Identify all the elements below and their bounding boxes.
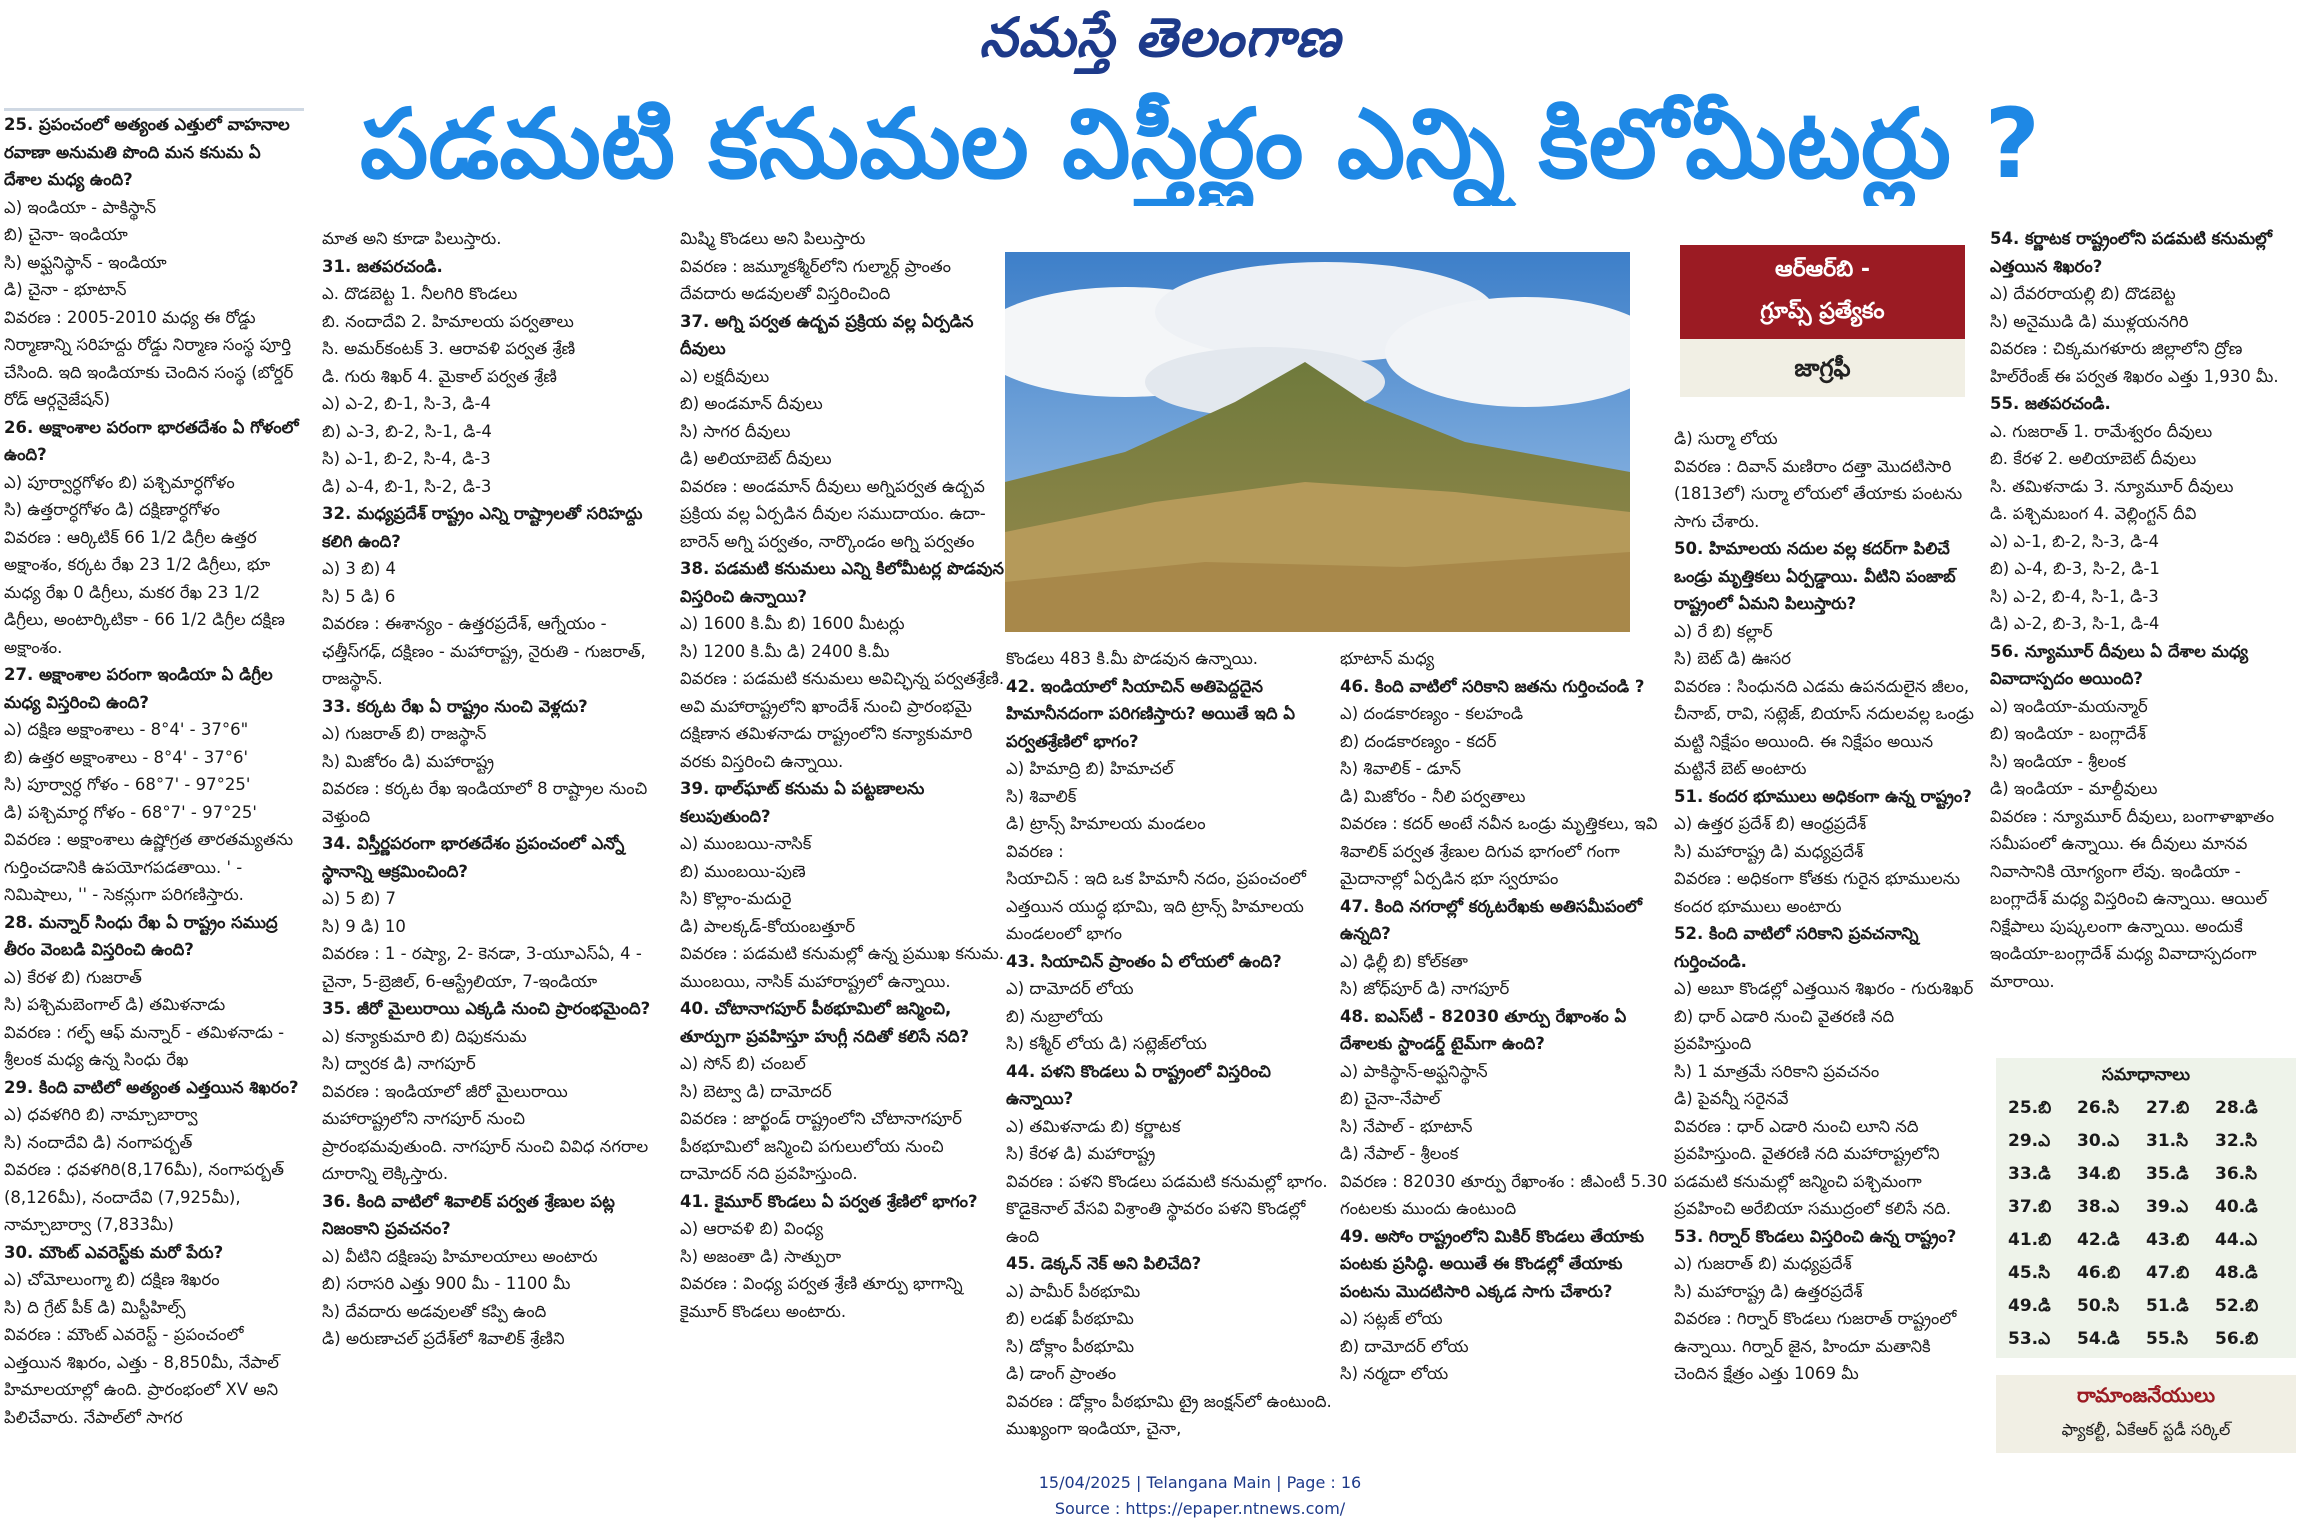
option-text: ఎ) 5 బి) 7 <box>322 889 397 908</box>
option-text: సి) నందాదేవి డి) నంగాపర్బత్ <box>4 1132 193 1152</box>
answer-item: 27.బి <box>2146 1098 2190 1118</box>
answer-item: 36.సి <box>2215 1164 2258 1184</box>
answer-item: 47.బి <box>2146 1263 2190 1283</box>
option-text: బి) ఎ-3, బి-2, సి-1, డి-4 <box>322 421 492 441</box>
option-text: ఎ) ధవళగిరి బి) నామ్చాబార్వా <box>4 1105 198 1124</box>
question-text: 39. థాల్‌ఘాట్ కనుమ ఏ పట్టణాలను కలుపుతుంది? <box>680 779 925 826</box>
option-text: కొండలు 483 కి.మీ పొడవున ఉన్నాయి. <box>1006 649 1259 668</box>
answer-item: 43.బి <box>2146 1230 2190 1250</box>
question-text: 30. మౌంట్ ఎవరెస్ట్‌కు మరో పేరు? <box>4 1242 224 1262</box>
option-text: డి. పశ్చిమబంగ 4. వెల్లింగ్టన్ దీవి <box>1990 504 2197 523</box>
question-text: 56. న్యూమూర్ దీవులు ఏ దేశాల మధ్య వివాదాస్పదం అయింది? <box>1990 641 2249 688</box>
option-text: వివరణ : ఈశాన్యం - ఉత్తరప్రదేశ్, ఆగ్నేయం - ఛత్తీస్‌గఢ్, దక్షిణం - మహారాష్ట్ర, నైరుతి - గుజరాత్, రాజస్థాన్. <box>322 614 646 688</box>
answer-item: 51.డి <box>2146 1296 2189 1316</box>
option-text: మిష్మి కొండలు అని పిలుస్తారు <box>680 229 866 248</box>
option-text: డి) ట్రాన్స్ హిమాలయ మండలం <box>1006 814 1206 833</box>
option-text: సి) సాగర దీవులు <box>680 421 791 441</box>
question-text: 37. అగ్ని పర్వత ఉద్బవ ప్రక్రియ వల్ల ఏర్పడిన దీవులు <box>680 311 974 358</box>
option-text: సియాచిన్ : ఇది ఒక హిమానీ నదం, ప్రపంచంలో ఎత్తయిన యుద్ధ భూమి, ఇది ట్రాన్స్ హిమాలయ మండలంలో భాగం <box>1006 869 1306 943</box>
mountain-photo <box>1005 252 1630 632</box>
question-text: 46. కింది వాటిలో సరికాని జతను గుర్తించండి ? <box>1340 676 1645 696</box>
option-text: సి) నేపాల్ - భూటాన్ <box>1340 1116 1473 1136</box>
option-text: ఎ) రే బి) కల్లార్ <box>1674 621 1773 641</box>
option-text: సి) 1 మాత్రమే సరికాని ప్రవచనం <box>1674 1061 1880 1081</box>
question-text: 34. విస్తీర్ణపరంగా భారతదేశం ప్రపంచంలో ఎన్నో స్థానాన్ని ఆక్రమించింది? <box>322 834 625 881</box>
footer-source-line: Source : https://epaper.ntnews.com/ <box>1054 1499 1346 1518</box>
option-text: సి) డోక్లాం పీఠభూమి <box>1006 1336 1135 1356</box>
option-text: డి) పాలక్కడ్-కోయంబత్తూర్ <box>680 916 856 936</box>
question-text: 26. అక్షాంశాల పరంగా భారతదేశం ఏ గోళంలో ఉంది? <box>4 417 299 464</box>
question-text: 29. కింది వాటిలో అత్యంత ఎత్తయిన శిఖరం? <box>4 1077 299 1097</box>
option-text: సి) ఎ-2, బి-4, సి-1, డి-3 <box>1990 586 2159 606</box>
option-text: సి) 1200 కి.మీ డి) 2400 కి.మీ <box>680 641 890 661</box>
answer-item: 44.ఎ <box>2215 1230 2258 1250</box>
option-text: సి) ఉత్తరార్ధగోళం డి) దక్షిణార్ధగోళం <box>4 500 220 519</box>
option-text: సి) మహారాష్ట్ర డి) మధ్యప్రదేశ్ <box>1674 841 1864 861</box>
option-text: వివరణ : సింధునది ఎడమ ఉపనదులైన జీలం, చీనాబ్, రావి, సట్లెజ్, బియాస్ నదులవల్ల ఒండ్రు మట్టి నిక్షేపం అయింది. ఈ నిక్షేపం అయిన మట్టినే బెట్ అంటారు <box>1674 676 1974 778</box>
option-text: ఎ) గుజరాత్ బి) మధ్యప్రదేశ్ <box>1674 1254 1852 1273</box>
option-text: సి) బెట్ డి) ఊసర <box>1674 649 1791 668</box>
option-text: డి) పైవన్నీ సరైనవే <box>1674 1089 1789 1108</box>
option-text: వివరణ : 2005-2010 మధ్య ఈ రోడ్డు నిర్మాణాన్ని సరిహద్దు రోడ్డు నిర్మాణ సంస్థ పూర్తి చేసింది. ఇది ఇండియాకు చెందిన సంస్థ (బోర్డర్ రోడ్ ఆర్గనైజేషన్) <box>4 307 294 409</box>
article-column-4 <box>1006 645 1336 1453</box>
question-text: 36. కింది వాటిలో శివాలిక్ పర్వత శ్రేణుల పట్ల నిజంకాని ప్రవచనం? <box>322 1191 615 1238</box>
answer-item: 45.సి <box>2008 1263 2051 1283</box>
question-text: 38. పడమటి కనుమలు ఎన్ని కిలోమీటర్ల పొడవున విస్తరించి ఉన్నాయి? <box>680 559 1005 606</box>
option-text: ఎ) ఢిల్లీ బి) కోల్‌కతా <box>1340 951 1468 971</box>
answer-item: 56.బి <box>2215 1329 2259 1349</box>
option-text: బి) ఎ-4, బి-3, సి-2, డి-1 <box>1990 559 2160 578</box>
answer-item: 52.బి <box>2215 1296 2259 1316</box>
option-text: ఎ. దొడబెట్ట 1. నీలగిరి కొండలు <box>322 284 518 303</box>
option-text: డి) సుర్మా లోయ <box>1674 429 1778 448</box>
option-text: ఎ) కన్యాకుమారి బి) దిఫుకనుమ <box>322 1026 527 1046</box>
option-text: బి. కేరళ 2. అలియాబెట్ దీవులు <box>1990 449 2197 468</box>
answer-item: 37.బి <box>2008 1197 2052 1217</box>
answer-item: 54.డి <box>2077 1329 2120 1349</box>
option-text: బి) దామోదర్ లోయ <box>1340 1336 1469 1356</box>
option-text: సి) జోధ్‌పూర్ డి) నాగపూర్ <box>1340 979 1510 998</box>
option-text: సి) బెట్వా డి) దామోదర్ <box>680 1081 832 1101</box>
answer-item: 31.సి <box>2146 1131 2189 1151</box>
option-text: వివరణ : పడమటి కనుమలు అవిచ్ఛిన్న పర్వతశ్రేణి. అవి మహారాష్ట్రలోని ఖాందేశ్ నుంచి ప్రారంభమై దక్షిణాన తమిళనాడు రాష్ట్రంలోని కన్యాకుమారి వరకు విస్తరించి ఉన్నాయి. <box>680 669 1005 771</box>
option-text: ఎ) 3 బి) 4 <box>322 559 397 578</box>
option-text: ఎ) పూర్వార్ధగోళం బి) పశ్చిమార్ధగోళం <box>4 472 235 492</box>
author-role: ఫ్యాకల్టీ, ఏకేఆర్ స్టడీ సర్కిల్ <box>2061 1420 2231 1439</box>
answer-item: 28.డి <box>2215 1098 2258 1118</box>
section-banner <box>1680 245 1965 400</box>
option-text: బి) ఇండియా - బంగ్లాదేశ్ <box>1990 724 2146 743</box>
rrb-banner <box>1680 245 1965 339</box>
option-text: ఎ) దక్షిణ అక్షాంశాలు - 8°4' - 37°6" <box>4 720 249 739</box>
option-text: సి) మహారాష్ట్ర డి) ఉత్తరప్రదేశ్ <box>1674 1281 1863 1301</box>
option-text: మాత అని కూడా పిలుస్తారు. <box>322 229 502 248</box>
option-text: బి) లడఖ్ పీఠభూమి <box>1006 1309 1134 1328</box>
option-text: వివరణ : గిర్నార్ కొండలు గుజరాత్ రాష్ట్రంలో ఉన్నాయి. గిర్నార్ జైన, హిందూ మతానికి చెందిన క్షేత్రం ఎత్తు 1069 మీ <box>1674 1309 1957 1383</box>
option-text: వివరణ : వింధ్య పర్వత శ్రేణి తూర్పు భాగాన్ని కైమూర్ కొండలు అంటారు. <box>680 1274 963 1321</box>
option-text: సి) ఎ-1, బి-2, సి-4, డి-3 <box>322 449 491 468</box>
option-text: వివరణ : ధార్ ఎడారి నుంచి లూని నది ప్రవహిస్తుంది. వైతరణి నది మహారాష్ట్రలోని పడమటి కనుమల్లో జన్మించి పశ్చిమంగా ప్రవహించి అరేబియా సముద్రంలో కలిసే నది. <box>1674 1116 1952 1218</box>
option-text: ఎ) ముంబయి-నాసిక్ <box>680 834 812 853</box>
option-text: వివరణ : ఆర్కిటిక్ 66 1/2 డిగ్రీల ఉత్తర అక్షాంశం, కర్కట రేఖ 23 1/2 డిగ్రీలు, భూ మధ్య రేఖ 0 డిగ్రీలు, మకర రేఖ 23 1/2 డిగ్రీలు, అంటార్కిటికా - 66 1/2 డిగ్రీల దక్షిణ అక్షాంశం. <box>4 527 285 657</box>
answer-item: 40.డి <box>2215 1197 2258 1217</box>
answer-item: 35.డి <box>2146 1164 2189 1184</box>
option-text: ఎ) కేరళ బి) గుజరాత్ <box>4 967 142 987</box>
article-column-1 <box>4 108 304 1456</box>
question-text: 40. చోటానాగపూర్ పీఠభూమిలో జన్మించి, తూర్పుగా ప్రవహిస్తూ హుగ్లీ నదితో కలిసే నది? <box>680 999 970 1046</box>
masthead-logo: నమస్తే తెలంగాణ <box>979 5 1341 69</box>
question-text: 31. జతపరచండి. <box>322 256 443 276</box>
option-text: ఎ) హిమాద్రి బి) హిమాచల్ <box>1006 759 1174 778</box>
option-text: డి) చైనా - భూటాన్ <box>4 280 127 299</box>
option-text: ఎ) సోన్ బి) చంబల్ <box>680 1054 806 1073</box>
question-text: 55. జతపరచండి. <box>1990 394 2111 413</box>
option-text: సి) పూర్వార్ధ గోళం - 68°7' - 97°25' <box>4 775 251 794</box>
option-text: సి) కశ్మీర్ లోయ డి) సట్లెజ్‌లోయ <box>1006 1034 1207 1053</box>
answer-item: 33.డి <box>2008 1164 2051 1184</box>
question-text: 52. కింది వాటిలో సరికాని ప్రవచనాన్ని గుర్తించండి. <box>1674 924 1919 971</box>
option-text: బి) సరాసరి ఎత్తు 900 మీ - 1100 మీ <box>322 1274 571 1293</box>
option-text: వివరణ : 1 - రష్యా, 2- కెనడా, 3-యూఎస్ఏ, 4 - చైనా, 5-బ్రెజిల్, 6-ఆస్ట్రేలియా, 7-ఇండియా <box>322 944 642 991</box>
option-text: సి. తమిళనాడు 3. న్యూమూర్ దీవులు <box>1990 476 2234 496</box>
question-text: 33. కర్కట రేఖ ఏ రాష్ట్రం నుంచి వెళ్లదు? <box>322 696 588 716</box>
option-text: వివరణ : <box>1006 841 1064 861</box>
option-text: ఎ) ఇండియా-మయన్మార్ <box>1990 696 2148 716</box>
article-column-2 <box>322 225 652 1453</box>
page-headline: పడమటి కనుమల విస్తీర్ణం ఎన్ని కిలోమీటర్లు ? <box>360 88 2041 200</box>
rrb-line2: గ్రూప్స్ ప్రత్యేకం <box>1760 299 1885 324</box>
option-text: ఎ) సట్లజ్ లోయ <box>1340 1309 1443 1328</box>
option-text: వివరణ : పళని కొండలు పడమటి కనుమల్లో భాగం. కొడైకెనాల్ వేసవి విశ్రాంతి స్థావరం పళని కొండల్లో ఉంది <box>1006 1171 1328 1246</box>
option-text: ఎ) తమిళనాడు బి) కర్ణాటక <box>1006 1116 1181 1136</box>
option-text: వివరణ : కర్కట రేఖ ఇండియాలో 8 రాష్ట్రాల నుంచి వెళ్తుంది <box>322 779 648 826</box>
option-text: బి) చైనా-నేపాల్ <box>1340 1089 1441 1108</box>
subject-label: జాగ్రఫీ <box>1680 339 1965 397</box>
option-text: బి) దండకారణ్యం - కదర్ <box>1340 731 1497 751</box>
option-text: వివరణ : పడమటి కనుమల్లో ఉన్న ప్రముఖ కనుమ. ముంబయి, నాసిక్ మహారాష్ట్రలో ఉన్నాయి. <box>680 944 1004 991</box>
question-text: 32. మధ్యప్రదేశ్ రాష్ట్రం ఎన్ని రాష్ట్రాలతో సరిహద్దు కలిగి ఉంది? <box>322 504 643 551</box>
option-text: బి. నందాదేవి 2. హిమాలయ పర్వతాలు <box>322 311 574 331</box>
question-text: 50. హిమాలయ నదుల వల్ల కదర్‌గా పిలిచే ఒండ్రు మృత్తికలు ఏర్పడ్డాయి. వీటిని పంజాబ్ రాష్ట్రంలో ఏమని పిలుస్తారు? <box>1674 539 1956 613</box>
option-text: డి) పశ్చిమార్ధ గోళం - 68°7' - 97°25' <box>4 802 257 822</box>
option-text: డి. గురు శిఖర్ 4. మైకాల్ పర్వత శ్రేణి <box>322 366 557 386</box>
answer-item: 39.ఎ <box>2146 1197 2189 1217</box>
question-text: 53. గిర్నార్ కొండలు విస్తరించి ఉన్న రాష్ట్రం? <box>1674 1226 1957 1246</box>
option-text: సి) అఫ్ఘనిస్థాన్ - ఇండియా <box>4 252 167 272</box>
question-text: 28. మన్నార్ సింధు రేఖ ఏ రాష్ట్రం సముద్ర తీరం వెంబడి విస్తరించి ఉంది? <box>4 912 278 959</box>
option-text: సి) మిజోరం డి) మహారాష్ట్ర <box>322 751 495 771</box>
option-text: ఎ) వీటిని దక్షిణపు హిమాలయాలు అంటారు <box>322 1246 598 1266</box>
option-text: సి) 9 డి) 10 <box>322 916 406 936</box>
option-text: వివరణ : జమ్మూకశ్మీర్‌లోని గుల్మార్గ్ ప్రాంతం దేవదారు అడవులతో విస్తరించింది <box>680 256 952 303</box>
answer-key <box>1996 1058 2296 1358</box>
option-text: సి. అమర్‌కంటక్ 3. ఆరావళి పర్వత శ్రేణి <box>322 339 576 358</box>
answer-item: 41.బి <box>2008 1230 2052 1250</box>
question-text: 44. పళని కొండలు ఏ రాష్ట్రంలో విస్తరించి ఉన్నాయి? <box>1006 1061 1271 1108</box>
answer-item: 34.బి <box>2077 1164 2121 1184</box>
option-text: బి) అండమాన్ దీవులు <box>680 394 823 413</box>
option-text: డి) అలియాబెట్ దీవులు <box>680 449 832 468</box>
answer-item: 50.సి <box>2077 1296 2120 1316</box>
option-text: ఎ) అబూ కొండల్లో ఎత్తయిన శిఖరం - గురుశిఖర్ <box>1674 979 1974 998</box>
option-text: వివరణ : కదర్ అంటే నవీన ఒండ్రు మృత్తికలు, ఇవి శివాలిక్ పర్వత శ్రేణుల దిగువ భాగంలో గంగా మైదానాల్లో ఏర్పడిన భూ స్వరూపం <box>1340 814 1658 888</box>
option-text: సి) నర్మదా లోయ <box>1340 1364 1449 1383</box>
option-text: వివరణ : మౌంట్ ఎవరెస్ట్ - ప్రపంచంలో ఎత్తయిన శిఖరం, ఎత్తు - 8,850మీ, నేపాల్ హిమాలయాల్లో ఉంది. ప్రారంభంలో XV అని పిలిచేవారు. నేపాల్‌లో సాగర <box>4 1325 279 1427</box>
option-text: బి) చైనా- ఇండియా <box>4 225 128 244</box>
option-text: సి) అజంతా డి) సాత్పురా <box>680 1246 842 1266</box>
option-text: సి) పశ్చిమబెంగాల్ డి) తమిళనాడు <box>4 995 226 1014</box>
option-text: ఎ) ఉత్తర ప్రదేశ్ బి) ఆంధ్రప్రదేశ్ <box>1674 814 1867 833</box>
option-text: డి) ఎ-2, బి-3, సి-1, డి-4 <box>1990 614 2160 633</box>
option-text: డి) నేపాల్ - శ్రీలంక <box>1340 1144 1459 1163</box>
option-text: ఎ) ఇండియా - పాకిస్థాన్ <box>4 197 157 217</box>
option-text: ఎ) 1600 కి.మీ బి) 1600 మీటర్లు <box>680 614 905 633</box>
question-text: 47. కింది నగరాల్లో కర్కటరేఖకు అతిసమీపంలో ఉన్నది? <box>1340 896 1642 943</box>
footer-date-line: 15/04/2025 | Telangana Main | Page : 16 <box>1038 1473 1362 1492</box>
option-text: వివరణ : 82030 తూర్పు రేఖాంశం : జీఎంటీ 5.30 గంటలకు ముందు ఉంటుంది <box>1340 1171 1668 1218</box>
option-text: సి) శివాలిక్ - డూన్ <box>1340 759 1462 778</box>
option-text: వివరణ : దివాన్ మణిరాం దత్తా మొదటిసారి (1813లో) సుర్మా లోయలో తేయాకు పంటను సాగు చేశారు. <box>1674 456 1963 531</box>
option-text: ఎ) పాకిస్థాన్-అఫ్ఘనిస్థాన్ <box>1340 1061 1488 1081</box>
option-text: సి) శివాలిక్ <box>1006 786 1077 806</box>
article-column-7 <box>1990 225 2302 1040</box>
option-text: ఎ) పామీర్ పీఠభూమి <box>1006 1281 1141 1301</box>
option-text: బి) ముంబయి-పుణె <box>680 861 806 881</box>
option-text: సి) కొల్లాం-మదురై <box>680 889 792 908</box>
option-text: సి) దేవదారు అడవులతో కప్పి ఉంది <box>322 1301 547 1321</box>
option-text: సి) 5 డి) 6 <box>322 586 396 606</box>
option-text: ఎ) దండకారణ్యం - కలహండి <box>1340 704 1524 723</box>
question-text: 54. కర్ణాటక రాష్ట్రంలోని పడమటి కనుమల్లో ఎత్తయిన శిఖరం? <box>1990 229 2273 276</box>
option-text: ఎ) ఎ-1, బి-2, సి-3, డి-4 <box>1990 531 2159 551</box>
option-text: ఎ) చోమోలుంగ్మా బి) దక్షిణ శిఖరం <box>4 1270 220 1289</box>
option-text: ఎ) ఎ-2, బి-1, సి-3, డి-4 <box>322 394 491 413</box>
option-text: ఎ) దేవరరాయల్లి బి) దొడబెట్ట <box>1990 284 2176 303</box>
answer-item: 29.ఎ <box>2008 1131 2051 1151</box>
answer-item: 42.డి <box>2077 1230 2120 1250</box>
answer-item: 48.డి <box>2215 1263 2258 1283</box>
question-text: 45. డెక్కన్ నెక్ అని పిలిచేది? <box>1006 1254 1202 1273</box>
answer-grid <box>1996 1092 2296 1356</box>
option-text: ఎ. గుజరాత్ 1. రామేశ్వరం దీవులు <box>1990 421 2213 441</box>
option-text: వివరణ : గల్ఫ్ ఆఫ్ మన్నార్ - తమిళనాడు - శ్రీలంక మధ్య ఉన్న సింధు రేఖ <box>4 1022 285 1069</box>
question-text: 49. అసోం రాష్ట్రంలోని మికిర్ కొండలు తేయాకు పంటకు ప్రసిద్ధి. అయితే ఈ కొండల్లో తేయాకు పంటను మొదటిసారి ఎక్కడ సాగు చేశారు? <box>1340 1226 1645 1301</box>
answer-item: 49.డి <box>2008 1296 2051 1316</box>
option-text: వివరణ : జార్ఖండ్ రాష్ట్రంలోని చోటానాగపూర్ పీఠభూమిలో జన్మించి పగులులోయ నుంచి దామోదర్ నది ప్రవహిస్తుంది. <box>680 1109 962 1183</box>
answer-item: 32.సి <box>2215 1131 2258 1151</box>
question-text: 42. ఇండియాలో సియాచిన్ అతిపెద్దదైన హిమానీనదంగా పరిగణిస్తారు? అయితే ఇది ఏ పర్వతశ్రేణిలో భాగం? <box>1006 676 1295 751</box>
option-text: వివరణ : న్యూమూర్ దీవులు, బంగాళాఖాతం సమీపంలో ఉన్నాయి. ఈ దీవులు మానవ నివాసానికి యోగ్యంగా లేవు. ఇండియా - బంగ్లాదేశ్ మధ్య విస్తరించి ఉన్నాయి. ఆయిల్ నిక్షేపాలు పుష్కలంగా ఉన్నాయి. అందుకే ఇండియా-బంగ్లాదేశ్ మధ్య వివాదాస్పదంగా మారాయి. <box>1990 806 2275 991</box>
option-text: బి) ధార్ ఎడారి నుంచి వైతరణి నది ప్రవహిస్తుంది <box>1674 1006 1895 1053</box>
answer-item: 25.బి <box>2008 1098 2052 1118</box>
question-text: 51. కందర భూములు అధికంగా ఉన్న రాష్ట్రం? <box>1674 786 1972 806</box>
option-text: వివరణ : ఇండియాలో జీరో మైలురాయి మహారాష్ట్రలోని నాగపూర్ నుంచి ప్రారంభమవుతుంది. నాగపూర్ నుంచి వివిధ నగరాల దూరాన్ని లెక్కిస్తారు. <box>322 1081 649 1183</box>
question-text: 48. ఐఎస్‌టీ - 82030 తూర్పు రేఖాంశం ఏ దేశాలకు స్టాండర్డ్ టైమ్‌గా ఉంది? <box>1340 1006 1627 1053</box>
option-text: వివరణ : అండమాన్ దీవులు అగ్నిపర్వత ఉద్బవ ప్రక్రియ వల్ల ఏర్పడిన దీవుల సముదాయం. ఉదా- బారెన్ అగ్ని పర్వతం, నార్కొండం అగ్ని పర్వతం <box>680 476 986 551</box>
rrb-line1: ఆర్ఆర్‌బి - <box>1775 257 1870 282</box>
question-text: 41. కైమూర్ కొండలు ఏ పర్వత శ్రేణిలో భాగం? <box>680 1191 978 1211</box>
article-column-6 <box>1674 425 1974 1455</box>
option-text: డి) డాంగ్ ప్రాంతం <box>1006 1364 1117 1383</box>
answer-item: 38.ఎ <box>2077 1197 2120 1217</box>
option-text: ఎ) గుజరాత్ బి) రాజస్థాన్ <box>322 724 487 743</box>
option-text: భూటాన్ మధ్య <box>1340 649 1435 668</box>
option-text: ఎ) ఆరావళి బి) వింధ్య <box>680 1219 824 1238</box>
answer-item: 53.ఎ <box>2008 1329 2051 1349</box>
answer-item: 30.ఎ <box>2077 1131 2120 1151</box>
article-column-5 <box>1340 645 1670 1453</box>
page-footer <box>1000 1470 1400 1522</box>
option-text: సి) ఇండియా - శ్రీలంక <box>1990 751 2126 771</box>
option-text: బి) ఉత్తర అక్షాంశాలు - 8°4' - 37°6' <box>4 747 249 767</box>
option-text: వివరణ : అధికంగా కోతకు గురైన భూములను కందర భూములు అంటారు <box>1674 869 1961 916</box>
question-text: 27. అక్షాంశాల పరంగా ఇండియా ఏ డిగ్రీల మధ్య విస్తరించి ఉంది? <box>4 665 273 712</box>
option-text: డి) అరుణాచల్ ప్రదేశ్‌లో శివాలిక్ శ్రేణిని <box>322 1329 565 1348</box>
option-text: ఎ) లక్షదీవులు <box>680 366 770 386</box>
option-text: సి) ద్వారక డి) నాగపూర్ <box>322 1054 476 1073</box>
question-text: 43. సియాచిన్ ప్రాంతం ఏ లోయలో ఉంది? <box>1006 951 1282 971</box>
option-text: డి) ఇండియా - మాల్దీవులు <box>1990 779 2158 798</box>
option-text: వివరణ : చిక్కమగళూరు జిల్లాలోని ద్రోణ హిల్‌రేంజ్ ఈ పర్వత శిఖరం ఎత్తు 1,930 మీ. <box>1990 339 2279 386</box>
answer-item: 55.సి <box>2146 1329 2189 1349</box>
answer-item: 26.సి <box>2077 1098 2120 1118</box>
question-text: 35. జీరో మైలురాయి ఎక్కడి నుంచి ప్రారంభమైంది? <box>322 999 651 1018</box>
option-text: వివరణ : ధవళగిరి(8,176మీ), నంగాపర్బత్ (8,126మీ), నందాదేవి (7,925మీ), నామ్చాబార్వా (7,833మీ) <box>4 1160 284 1234</box>
answer-key-title: సమాధానాలు <box>2101 1065 2191 1085</box>
option-text: సి) ది గ్రేట్ పీక్ డి) మిస్టీహిల్స్ <box>4 1297 186 1317</box>
option-text: ఎ) దామోదర్ లోయ <box>1006 979 1134 998</box>
option-text: సి) అనైముడి డి) ముళ్లయనగిరి <box>1990 311 2189 331</box>
option-text: బి) నుబ్రాలోయ <box>1006 1006 1103 1026</box>
author-box <box>1996 1375 2296 1453</box>
article-column-3 <box>680 225 1010 1453</box>
option-text: డి) ఎ-4, బి-1, సి-2, డి-3 <box>322 476 492 496</box>
option-text: వివరణ : అక్షాంశాలు ఉష్ణోగ్రత తారతమ్యతను గుర్తించడానికి ఉపయోగపడతాయి. ' - నిమిషాలు, '' - సెకన్లుగా పరిగణిస్తారు. <box>4 830 294 904</box>
answer-item: 46.బి <box>2077 1263 2121 1283</box>
option-text: వివరణ : డోక్లాం పీఠభూమి ట్రై జంక్షన్‌లో ఉంటుంది. ముఖ్యంగా ఇండియా, చైనా, <box>1006 1391 1332 1438</box>
author-name: రామాంజనేయులు <box>2076 1383 2216 1407</box>
option-text: డి) మిజోరం - నీలి పర్వతాలు <box>1340 786 1526 806</box>
option-text: సి) కేరళ డి) మహారాష్ట్ర <box>1006 1144 1156 1163</box>
question-text: 25. ప్రపంచంలో అత్యంత ఎత్తులో వాహనాల రవాణా అనుమతి పొంది మన కనుమ ఏ దేశాల మధ్య ఉంది? <box>4 115 290 189</box>
